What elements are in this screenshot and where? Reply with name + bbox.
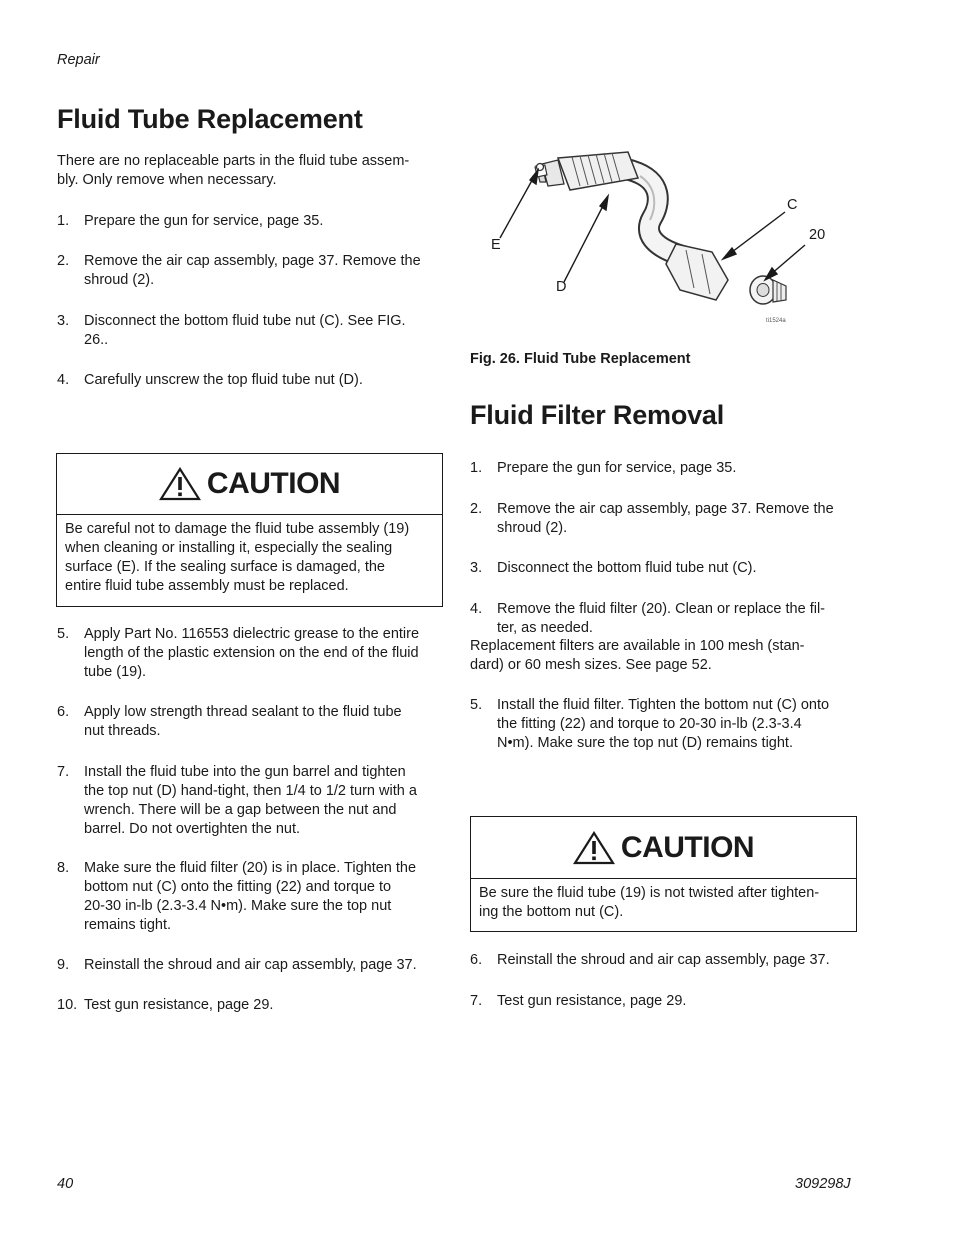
warning-triangle-icon: [573, 831, 615, 865]
caution-line: ing the bottom nut (C).: [479, 904, 624, 920]
step-number: 5.: [470, 697, 483, 713]
page-number: 40: [57, 1176, 74, 1192]
step-text: 26..: [84, 332, 109, 348]
step-text: Make sure the fluid filter (20) is in place. Tighten the: [84, 860, 417, 876]
step-number: 5.: [57, 626, 70, 642]
step-text: Disconnect the bottom fluid tube nut (C). See FIG.: [84, 313, 406, 329]
step-number: 1.: [57, 213, 70, 229]
step-text: remains tight.: [84, 917, 172, 933]
figure-caption: Fig. 26. Fluid Tube Replacement: [470, 351, 691, 367]
step-text: Test gun resistance, page 29.: [84, 997, 274, 1013]
caution-title: CAUTION: [620, 830, 755, 864]
step-text: Reinstall the shroud and air cap assembly, page 37.: [84, 957, 417, 973]
step-text: Prepare the gun for service, page 35.: [497, 460, 737, 476]
step-number: 3.: [57, 313, 70, 329]
step-text: shroud (2).: [84, 272, 155, 288]
caution-line: surface (E). If the sealing surface is damaged, the: [65, 559, 385, 575]
step-number: 7.: [57, 764, 70, 780]
step-text: Disconnect the bottom fluid tube nut (C).: [497, 560, 757, 576]
fluid-tube-illustration: [480, 140, 840, 335]
step-text: Remove the fluid filter (20). Clean or replace the fil-: [497, 601, 826, 617]
intro-line: There are no replaceable parts in the fluid tube assem-: [57, 153, 410, 169]
step-number: 7.: [470, 993, 483, 1009]
step-text: Prepare the gun for service, page 35.: [84, 213, 324, 229]
step-number: 6.: [470, 952, 483, 968]
replacement-note: [470, 637, 856, 675]
note-line: dard) or 60 mesh sizes. See page 52.: [470, 657, 712, 673]
caution-text: [65, 520, 434, 596]
step-text: shroud (2).: [497, 520, 568, 536]
step-text: wrench. There will be a gap between the nut and: [84, 802, 397, 818]
section-title-fluid-tube: Fluid Tube Replacement: [57, 104, 363, 134]
step-text: Test gun resistance, page 29.: [497, 993, 687, 1009]
step-number: 2.: [470, 501, 483, 517]
step-text: N•m). Make sure the top nut (D) remains tight.: [497, 735, 793, 751]
step-text: Install the fluid filter. Tighten the bottom nut (C) onto: [497, 697, 830, 713]
section-title-fluid-filter: Fluid Filter Removal: [470, 400, 725, 430]
caution-title: CAUTION: [206, 467, 341, 500]
step-number: 4.: [57, 372, 70, 388]
note-line: Replacement filters are available in 100 mesh (stan-: [470, 638, 805, 654]
step-number: 4.: [470, 601, 483, 617]
step-text: nut threads.: [84, 723, 161, 739]
intro-line: bly. Only remove when necessary.: [57, 172, 277, 188]
step-text: tube (19).: [84, 664, 147, 680]
step-text: barrel. Do not overtighten the nut.: [84, 821, 301, 837]
step-text: Apply Part No. 116553 dielectric grease to the entire: [84, 626, 420, 642]
step-number: 1.: [470, 460, 483, 476]
step-number: 8.: [57, 860, 70, 876]
caution-header: [471, 817, 856, 879]
step-text: 20-30 in-lb (2.3-3.4 N•m). Make sure the top nut: [84, 898, 392, 914]
step-text: length of the plastic extension on the end of the fluid: [84, 645, 419, 661]
caution-line: entire fluid tube assembly must be replaced.: [65, 578, 349, 594]
step-text: Install the fluid tube into the gun barrel and tighten: [84, 764, 406, 780]
step-number: 9.: [57, 957, 70, 973]
caution-line: Be careful not to damage the fluid tube assembly (19): [65, 521, 410, 537]
callout-d: D: [556, 279, 567, 295]
document-number: 309298J: [795, 1176, 851, 1192]
step-text: Carefully unscrew the top fluid tube nut (D).: [84, 372, 363, 388]
warning-triangle-icon: [159, 467, 201, 501]
step-text: Reinstall the shroud and air cap assembly, page 37.: [497, 952, 830, 968]
step-number: 3.: [470, 560, 483, 576]
step-text: Remove the air cap assembly, page 37. Remove the: [497, 501, 834, 517]
caution-box: [470, 816, 857, 932]
caution-box: [56, 453, 443, 607]
intro-paragraph: [57, 152, 442, 190]
step-text: Remove the air cap assembly, page 37. Remove the: [84, 253, 421, 269]
callout-c: C: [787, 197, 798, 213]
step-text: the top nut (D) hand-tight, then 1/4 to 1/2 turn with a: [84, 783, 417, 799]
bottom-nut-icon: [666, 244, 728, 300]
fluid-filter-icon: [750, 276, 786, 304]
step-text: Apply low strength thread sealant to the fluid tube: [84, 704, 402, 720]
callout-e: E: [491, 237, 501, 253]
callout-20: 20: [809, 227, 826, 243]
step-number: 10.: [57, 997, 78, 1013]
caution-header: [57, 454, 442, 515]
figure-code: ti1524a: [766, 318, 786, 324]
caution-line: Be sure the fluid tube (19) is not twisted after tighten-: [479, 885, 820, 901]
step-text: ter, as needed.: [497, 620, 593, 636]
running-header: Repair: [57, 52, 100, 68]
step-number: 6.: [57, 704, 70, 720]
caution-text: [479, 884, 848, 922]
step-text: the fitting (22) and torque to 20-30 in-lb (2.3-3.4: [497, 716, 802, 732]
top-nut-icon: [536, 152, 638, 190]
caution-line: when cleaning or installing it, especially the sealing: [65, 540, 393, 556]
step-number: 2.: [57, 253, 70, 269]
step-text: bottom nut (C) onto the fitting (22) and torque to: [84, 879, 392, 895]
